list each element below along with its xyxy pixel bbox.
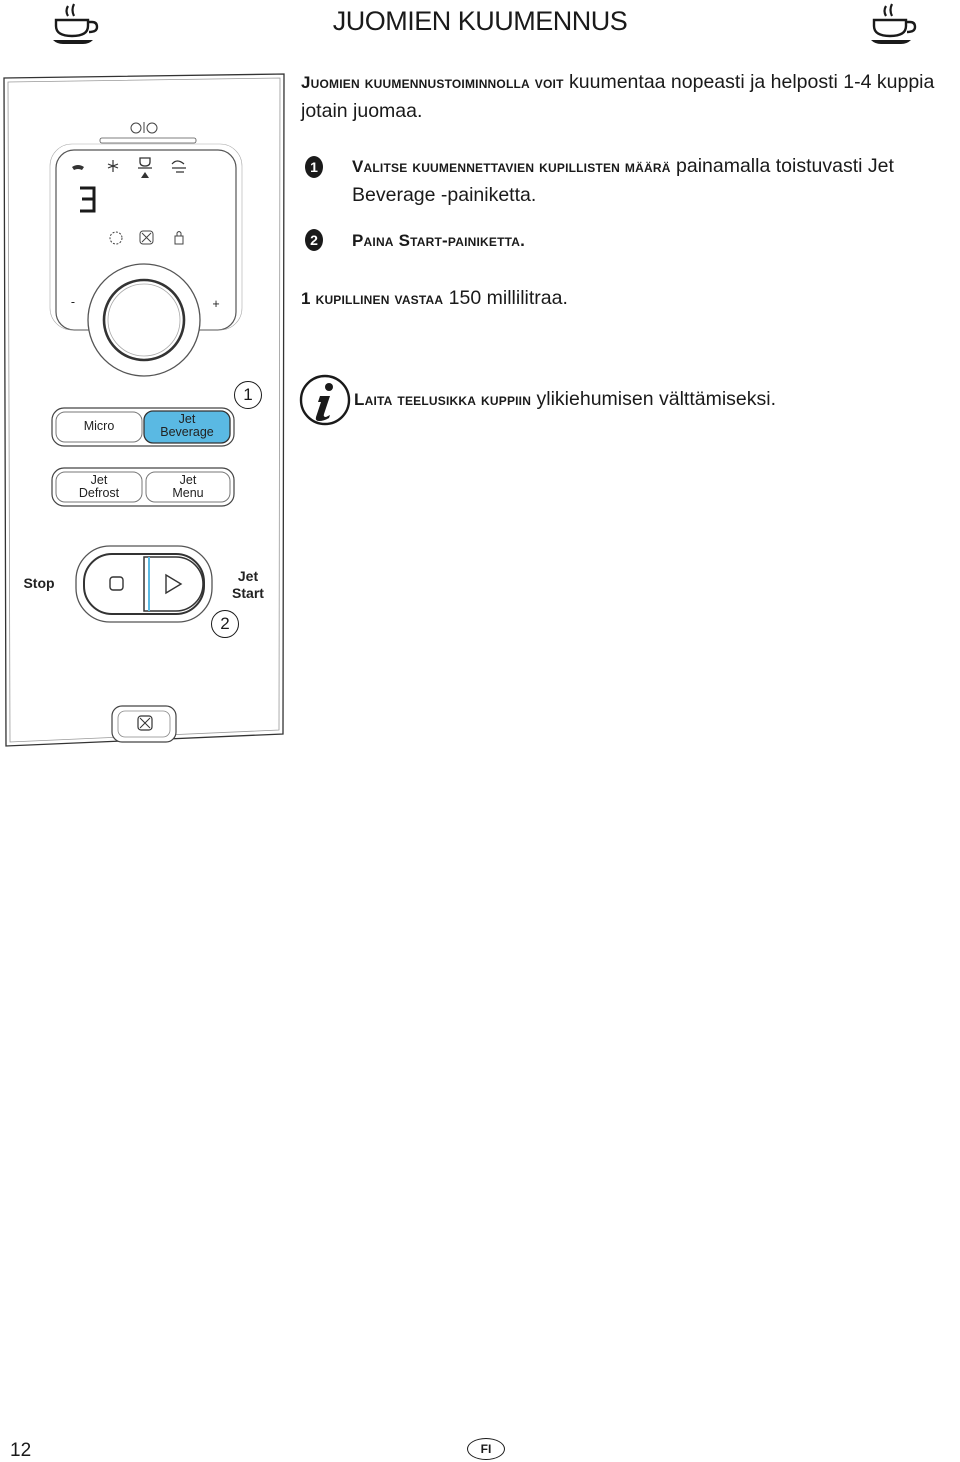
dial-plus-label: + — [212, 297, 220, 311]
jet-defrost-label-2: Defrost — [78, 486, 120, 500]
jet-start-label-1: Jet — [237, 568, 259, 584]
step-1-rest: painamalla toistuvasti Jet Beverage -painiketta. — [352, 155, 894, 206]
jet-start-button-label[interactable] — [226, 568, 270, 602]
step-1-text — [352, 152, 960, 209]
intro-lead: Juomien kuumennustoiminnolla voit — [301, 73, 564, 92]
info-icon — [299, 374, 351, 426]
step-2-lead: Paina Start-painiketta. — [352, 231, 526, 250]
coffee-cup-icon — [870, 2, 918, 46]
jet-menu-button[interactable] — [146, 474, 230, 500]
jet-defrost-button[interactable] — [56, 474, 142, 500]
step-2-text — [352, 226, 952, 255]
step-1-lead: Valitse kuumennettavien kupillisten määrä — [352, 157, 671, 176]
note-paragraph — [301, 284, 941, 313]
dial-knob — [104, 280, 184, 360]
intro-rest: kuumentaa nopeasti ja helposti 1-4 kuppia jotain juomaa. — [301, 71, 935, 122]
jet-start-label-2: Start — [232, 585, 264, 601]
callout-1: 1 — [234, 381, 262, 409]
dial-minus-label: - — [70, 295, 76, 309]
info-tip-lead: Laita teelusikka kuppiin — [354, 390, 532, 409]
jet-beverage-button[interactable] — [144, 413, 230, 439]
stop-button-label[interactable]: Stop — [23, 575, 55, 591]
note-rest: 150 millilitraa. — [443, 287, 568, 309]
callout-2: 2 — [211, 610, 239, 638]
jet-menu-label-2: Menu — [172, 486, 204, 500]
page-title: JUOMIEN KUUMENNUS — [332, 6, 628, 36]
jet-defrost-label-1: Jet — [90, 473, 108, 487]
step-2-number: 2 — [305, 229, 323, 251]
micro-button[interactable]: Micro — [83, 419, 115, 433]
jet-beverage-label-2: Beverage — [160, 425, 214, 439]
language-badge: FI — [467, 1438, 505, 1460]
step-1-number: 1 — [305, 156, 323, 178]
info-tip-rest: ylikiehumisen välttämiseksi. — [531, 388, 777, 410]
jet-menu-label-1: Jet — [179, 473, 197, 487]
note-lead: 1 kupillinen vastaa — [301, 289, 444, 308]
page-number: 12 — [10, 1440, 32, 1461]
info-tip-text — [354, 385, 954, 414]
jet-beverage-label-1: Jet — [178, 412, 196, 426]
intro-paragraph — [301, 68, 951, 125]
